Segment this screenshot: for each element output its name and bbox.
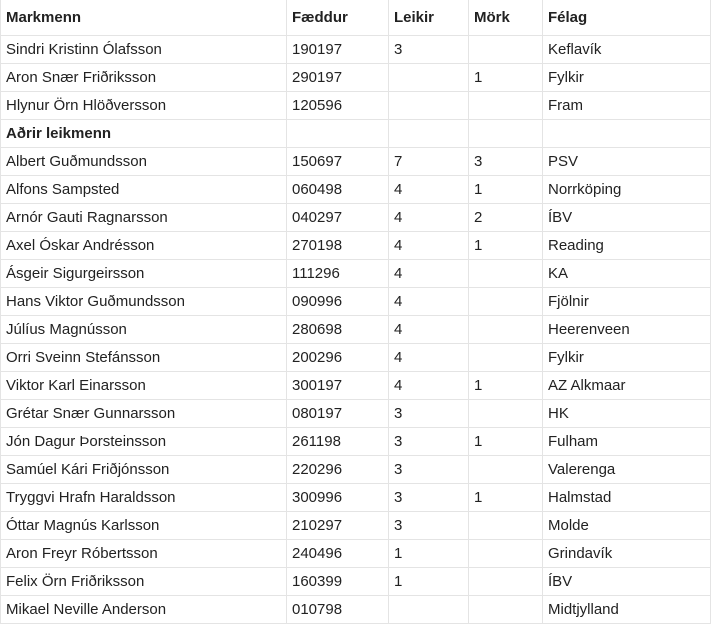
player-name-cell: Samúel Kári Friðjónsson — [1, 456, 287, 484]
birthdate-cell: 090996 — [287, 288, 389, 316]
games-cell: 4 — [389, 288, 469, 316]
club-cell: Norrköping — [543, 176, 711, 204]
player-name-cell: Arnór Gauti Ragnarsson — [1, 204, 287, 232]
player-name-cell: Júlíus Magnússon — [1, 316, 287, 344]
goals-cell — [469, 260, 543, 288]
header-born: Fæddur — [287, 0, 389, 36]
club-cell: KA — [543, 260, 711, 288]
player-row — [1, 512, 711, 540]
games-cell: 4 — [389, 232, 469, 260]
goals-cell — [469, 36, 543, 64]
player-name-cell: Hlynur Örn Hlöðversson — [1, 92, 287, 120]
player-name-cell: Aron Snær Friðriksson — [1, 64, 287, 92]
games-cell: 1 — [389, 540, 469, 568]
header-club: Félag — [543, 0, 711, 36]
player-name-cell: Axel Óskar Andrésson — [1, 232, 287, 260]
games-cell: 3 — [389, 456, 469, 484]
birthdate-cell: 270198 — [287, 232, 389, 260]
player-row — [1, 260, 711, 288]
section-label: Aðrir leikmenn — [1, 120, 287, 148]
player-name-cell: Mikael Neville Anderson — [1, 596, 287, 624]
player-row — [1, 176, 711, 204]
header-goalkeepers: Markmenn — [1, 0, 287, 36]
games-cell: 3 — [389, 36, 469, 64]
goals-cell — [469, 512, 543, 540]
games-cell: 4 — [389, 344, 469, 372]
squad-table-body — [1, 0, 711, 624]
birthdate-cell: 210297 — [287, 512, 389, 540]
games-cell: 3 — [389, 484, 469, 512]
goals-cell: 1 — [469, 64, 543, 92]
club-cell: Keflavík — [543, 36, 711, 64]
section-row-other-players — [1, 120, 711, 148]
club-cell: Molde — [543, 512, 711, 540]
section-empty-cell — [543, 120, 711, 148]
birthdate-cell: 111296 — [287, 260, 389, 288]
goals-cell: 2 — [469, 204, 543, 232]
player-name-cell: Sindri Kristinn Ólafsson — [1, 36, 287, 64]
player-name-cell: Hans Viktor Guðmundsson — [1, 288, 287, 316]
club-cell: Midtjylland — [543, 596, 711, 624]
player-name-cell: Tryggvi Hrafn Haraldsson — [1, 484, 287, 512]
player-name-cell: Grétar Snær Gunnarsson — [1, 400, 287, 428]
games-cell: 3 — [389, 400, 469, 428]
goals-cell: 3 — [469, 148, 543, 176]
player-name-cell: Felix Örn Friðriksson — [1, 568, 287, 596]
birthdate-cell: 280698 — [287, 316, 389, 344]
club-cell: ÍBV — [543, 568, 711, 596]
games-cell: 4 — [389, 176, 469, 204]
goals-cell — [469, 344, 543, 372]
games-cell: 7 — [389, 148, 469, 176]
player-row — [1, 288, 711, 316]
games-cell — [389, 596, 469, 624]
birthdate-cell: 261198 — [287, 428, 389, 456]
player-name-cell: Albert Guðmundsson — [1, 148, 287, 176]
player-name-cell: Óttar Magnús Karlsson — [1, 512, 287, 540]
club-cell: Reading — [543, 232, 711, 260]
birthdate-cell: 040297 — [287, 204, 389, 232]
birthdate-cell: 200296 — [287, 344, 389, 372]
player-name-cell: Aron Freyr Róbertsson — [1, 540, 287, 568]
birthdate-cell: 080197 — [287, 400, 389, 428]
birthdate-cell: 010798 — [287, 596, 389, 624]
goals-cell — [469, 288, 543, 316]
games-cell: 3 — [389, 512, 469, 540]
player-row — [1, 148, 711, 176]
goals-cell — [469, 316, 543, 344]
player-row — [1, 540, 711, 568]
club-cell: Halmstad — [543, 484, 711, 512]
games-cell: 1 — [389, 568, 469, 596]
goals-cell — [469, 92, 543, 120]
player-row — [1, 400, 711, 428]
birthdate-cell: 160399 — [287, 568, 389, 596]
player-name-cell: Ásgeir Sigurgeirsson — [1, 260, 287, 288]
section-empty-cell — [287, 120, 389, 148]
player-name-cell: Orri Sveinn Stefánsson — [1, 344, 287, 372]
header-games: Leikir — [389, 0, 469, 36]
club-cell: Fulham — [543, 428, 711, 456]
player-row — [1, 344, 711, 372]
games-cell — [389, 92, 469, 120]
birthdate-cell: 150697 — [287, 148, 389, 176]
player-row — [1, 204, 711, 232]
goalkeeper-row — [1, 64, 711, 92]
goals-cell — [469, 568, 543, 596]
player-row — [1, 428, 711, 456]
club-cell: HK — [543, 400, 711, 428]
goals-cell — [469, 596, 543, 624]
player-row — [1, 484, 711, 512]
club-cell: AZ Alkmaar — [543, 372, 711, 400]
club-cell: Grindavík — [543, 540, 711, 568]
player-name-cell: Viktor Karl Einarsson — [1, 372, 287, 400]
table-header-row — [1, 0, 711, 36]
birthdate-cell: 300996 — [287, 484, 389, 512]
club-cell: Fram — [543, 92, 711, 120]
club-cell: ÍBV — [543, 204, 711, 232]
goals-cell: 1 — [469, 484, 543, 512]
games-cell: 3 — [389, 428, 469, 456]
club-cell: Fylkir — [543, 344, 711, 372]
birthdate-cell: 060498 — [287, 176, 389, 204]
goals-cell — [469, 540, 543, 568]
player-name-cell: Alfons Sampsted — [1, 176, 287, 204]
goals-cell: 1 — [469, 428, 543, 456]
club-cell: Heerenveen — [543, 316, 711, 344]
games-cell: 4 — [389, 260, 469, 288]
club-cell: Valerenga — [543, 456, 711, 484]
club-cell: Fylkir — [543, 64, 711, 92]
games-cell — [389, 64, 469, 92]
goals-cell — [469, 456, 543, 484]
birthdate-cell: 300197 — [287, 372, 389, 400]
goals-cell — [469, 400, 543, 428]
birthdate-cell: 220296 — [287, 456, 389, 484]
player-row — [1, 316, 711, 344]
birthdate-cell: 120596 — [287, 92, 389, 120]
section-empty-cell — [389, 120, 469, 148]
goalkeeper-row — [1, 92, 711, 120]
player-row — [1, 232, 711, 260]
goals-cell: 1 — [469, 372, 543, 400]
club-cell: PSV — [543, 148, 711, 176]
player-row — [1, 372, 711, 400]
club-cell: Fjölnir — [543, 288, 711, 316]
birthdate-cell: 290197 — [287, 64, 389, 92]
goalkeeper-row — [1, 36, 711, 64]
games-cell: 4 — [389, 204, 469, 232]
games-cell: 4 — [389, 316, 469, 344]
birthdate-cell: 190197 — [287, 36, 389, 64]
player-name-cell: Jón Dagur Þorsteinsson — [1, 428, 287, 456]
birthdate-cell: 240496 — [287, 540, 389, 568]
player-row — [1, 456, 711, 484]
goals-cell: 1 — [469, 176, 543, 204]
header-goals: Mörk — [469, 0, 543, 36]
games-cell: 4 — [389, 372, 469, 400]
player-row — [1, 568, 711, 596]
goals-cell: 1 — [469, 232, 543, 260]
player-row — [1, 596, 711, 624]
section-empty-cell — [469, 120, 543, 148]
